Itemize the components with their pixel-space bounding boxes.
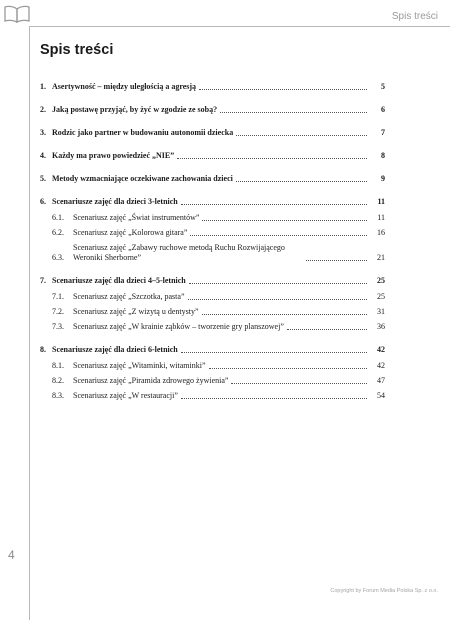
entry-number: 7.2. bbox=[52, 307, 64, 316]
entry-number: 2. bbox=[40, 105, 46, 114]
entry-page-number: 42 bbox=[377, 345, 385, 354]
entry-title: Scenariusz zajęć „W krainie ząbków – tworzenie gry planszowej” bbox=[73, 322, 284, 331]
entry-number: 1. bbox=[40, 82, 46, 91]
toc-subentry bbox=[40, 197, 385, 207]
dot-leader bbox=[202, 219, 367, 221]
toc-subentry bbox=[40, 276, 385, 286]
toc-subentry bbox=[52, 391, 385, 401]
toc-subentry bbox=[52, 292, 385, 302]
entry-page-number: 54 bbox=[377, 391, 385, 400]
entry-page-number: 6 bbox=[381, 105, 385, 114]
toc-subentry bbox=[40, 345, 385, 355]
entry-number: 8. bbox=[40, 345, 46, 354]
entry-title: Asertywność – między uległością a agresją bbox=[52, 82, 197, 91]
dot-leader bbox=[177, 157, 367, 159]
dot-leader bbox=[220, 111, 367, 113]
entry-title: Jaką postawę przyjąć, by żyć w zgodzie ze sobą? bbox=[52, 105, 218, 114]
entry-page-number: 11 bbox=[377, 197, 385, 206]
table-of-contents bbox=[40, 82, 385, 414]
entry-title: Scenariusz zajęć „Witaminki, witaminki” bbox=[73, 361, 206, 370]
dot-leader bbox=[181, 203, 367, 205]
entry-page-number: 36 bbox=[377, 322, 385, 331]
entry-page-number: 31 bbox=[377, 307, 385, 316]
entry-number: 8.1. bbox=[52, 361, 64, 370]
dot-leader bbox=[236, 134, 367, 136]
page-number: 4 bbox=[8, 548, 15, 562]
dot-leader bbox=[189, 282, 367, 284]
entry-number: 6.1. bbox=[52, 213, 64, 222]
toc-entry bbox=[40, 174, 385, 184]
entry-title: Rodzic jako partner w budowaniu autonomii dziecka bbox=[52, 128, 234, 137]
entry-number: 8.3. bbox=[52, 391, 64, 400]
running-header: Spis treści bbox=[391, 11, 438, 22]
dot-leader bbox=[287, 328, 367, 330]
entry-number: 6. bbox=[40, 197, 46, 206]
toc-subentry bbox=[52, 243, 385, 263]
entry-title: Scenariusze zajęć dla dzieci 3-letnich bbox=[52, 197, 178, 206]
toc-subentry bbox=[52, 307, 385, 317]
entry-number: 6.2. bbox=[52, 228, 64, 237]
dot-leader bbox=[236, 180, 367, 182]
margin-rule bbox=[29, 26, 30, 620]
entry-page-number: 9 bbox=[381, 174, 385, 183]
toc-subentry bbox=[52, 322, 385, 332]
toc-subentry bbox=[52, 213, 385, 223]
entry-page-number: 8 bbox=[381, 151, 385, 160]
entry-title: Metody wzmacniające oczekiwane zachowania dzieci bbox=[52, 174, 233, 183]
dot-leader bbox=[188, 298, 368, 300]
dot-leader bbox=[199, 88, 367, 90]
toc-entry bbox=[40, 82, 385, 92]
entry-title: Każdy ma prawo powiedzieć „NIE” bbox=[52, 151, 175, 160]
toc-subentry bbox=[52, 361, 385, 371]
entry-number: 7. bbox=[40, 276, 46, 285]
dot-leader bbox=[181, 397, 367, 399]
dot-leader bbox=[231, 382, 367, 384]
page-title: Spis treści bbox=[40, 42, 114, 58]
toc-subentry bbox=[52, 376, 385, 386]
entry-title: Scenariusz zajęć „Szczotka, pasta” bbox=[73, 292, 185, 301]
dot-leader bbox=[202, 313, 368, 315]
entry-page-number: 7 bbox=[381, 128, 385, 137]
toc-entry bbox=[40, 128, 385, 138]
toc-subentry bbox=[52, 228, 385, 238]
dot-leader bbox=[190, 234, 367, 236]
entry-number: 6.3. bbox=[52, 253, 64, 262]
entry-number: 3. bbox=[40, 128, 46, 137]
book-icon bbox=[3, 5, 31, 23]
entry-number: 5. bbox=[40, 174, 46, 183]
dot-leader bbox=[181, 351, 367, 353]
entry-page-number: 25 bbox=[377, 276, 385, 285]
entry-number: 7.3. bbox=[52, 322, 64, 331]
entry-page-number: 16 bbox=[377, 228, 385, 237]
entry-page-number: 11 bbox=[377, 213, 385, 222]
toc-entry bbox=[40, 151, 385, 161]
dot-leader bbox=[209, 367, 367, 369]
entry-page-number: 5 bbox=[381, 82, 385, 91]
entry-page-number: 47 bbox=[377, 376, 385, 385]
header-rule bbox=[30, 26, 450, 27]
entry-title: Scenariusze zajęć dla dzieci 4–5-letnich bbox=[52, 276, 186, 285]
entry-page-number: 21 bbox=[377, 253, 385, 262]
entry-title: Scenariusz zajęć „Piramida zdrowego żywienia” bbox=[73, 376, 229, 385]
entry-title: Scenariusze zajęć dla dzieci 6-letnich bbox=[52, 345, 178, 354]
entry-page-number: 42 bbox=[377, 361, 385, 370]
entry-title: Scenariusz zajęć „Świat instrumentów” bbox=[73, 213, 200, 222]
entry-title: Scenariusz zajęć „Kolorowa gitara” bbox=[73, 228, 188, 237]
entry-number: 7.1. bbox=[52, 292, 64, 301]
entry-title: Scenariusz zajęć „Zabawy ruchowe metodą Ruchu Rozwijającego Weroniki Sherborne” bbox=[73, 243, 285, 262]
entry-title: Scenariusz zajęć „W restauracji” bbox=[73, 391, 178, 400]
entry-title: Scenariusz zajęć „Z wizytą u dentysty” bbox=[73, 307, 199, 316]
dot-leader bbox=[306, 259, 367, 261]
copyright-notice: Copyright by Forum Media Polska Sp. z o.o. bbox=[330, 588, 438, 594]
entry-number: 8.2. bbox=[52, 376, 64, 385]
toc-entry bbox=[40, 105, 385, 115]
entry-page-number: 25 bbox=[377, 292, 385, 301]
entry-number: 4. bbox=[40, 151, 46, 160]
